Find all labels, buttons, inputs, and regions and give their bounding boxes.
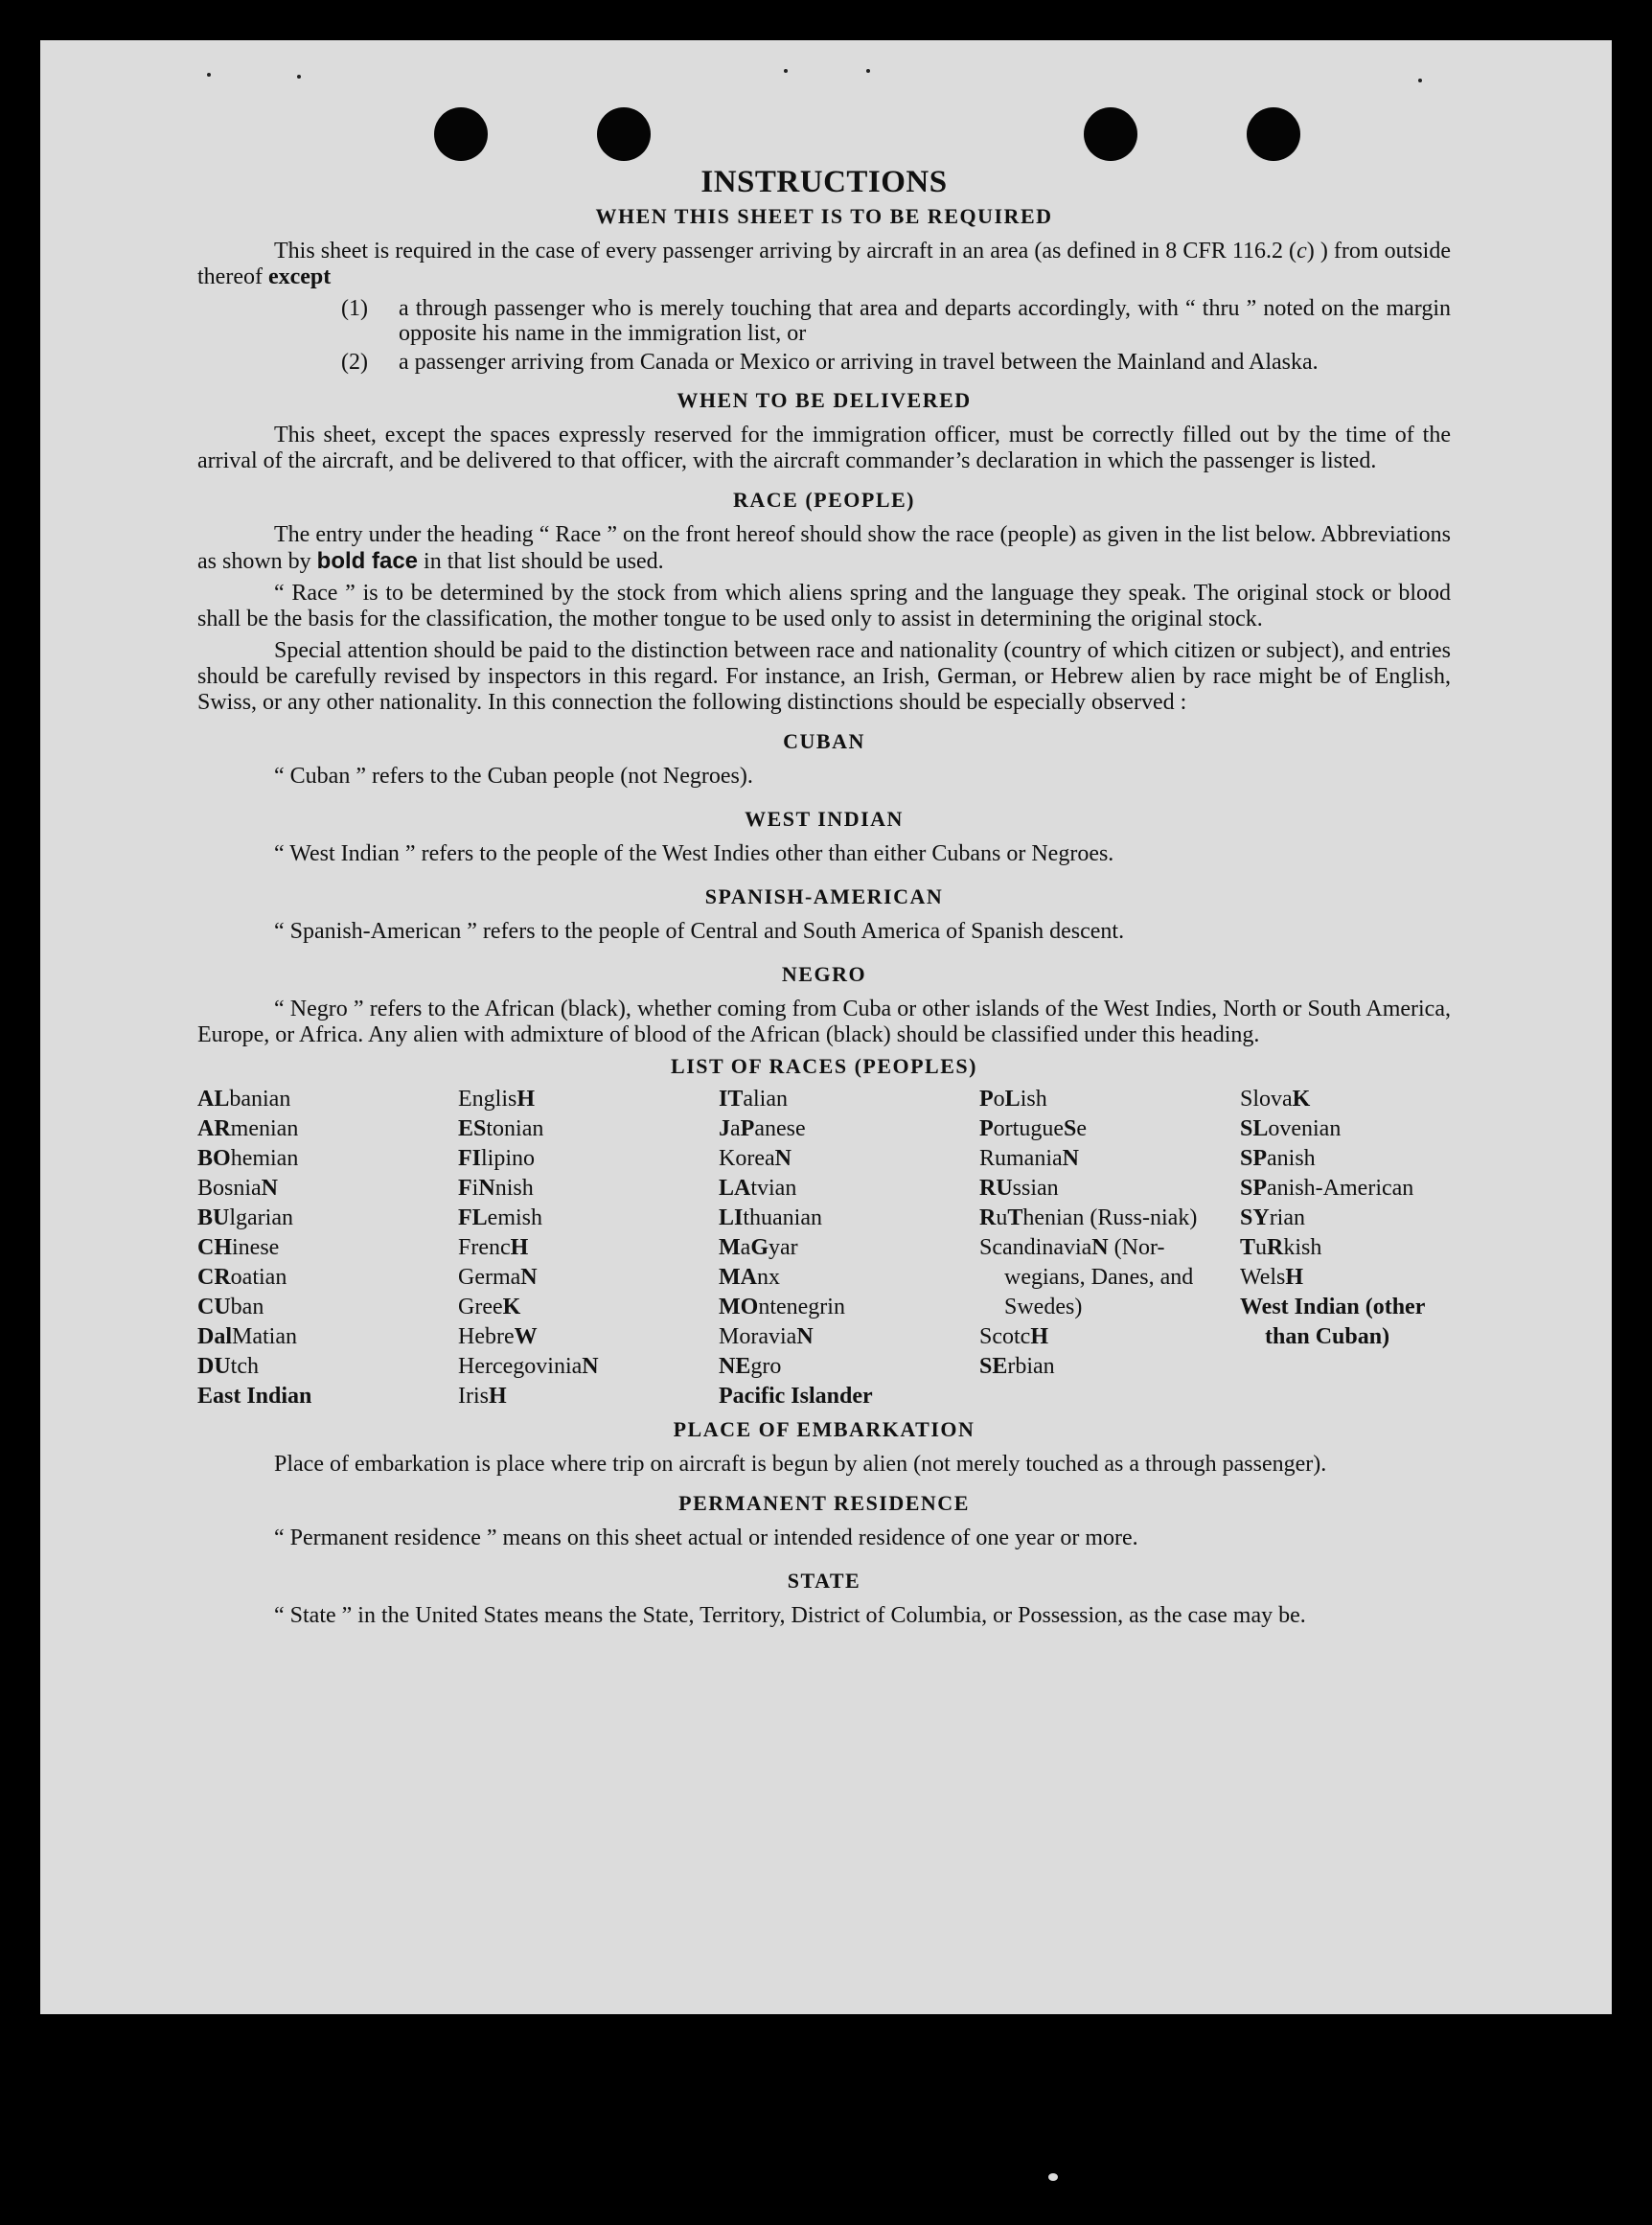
page-title: INSTRUCTIONS bbox=[700, 165, 948, 199]
race-paragraph: Special attention should be paid to the distinction between race and nationality (country of which citizen or subject), and entries should be carefully revised by inspectors in this regard. For instance, an Irish, German, or Hebrew alien by race might be of English, Swiss, or any other nationality. In this connection the following distinctions should be especially observed : bbox=[197, 638, 1451, 715]
section-heading-spanish-american: SPANISH-AMERICAN bbox=[704, 884, 944, 908]
race-entry: SYrian bbox=[1240, 1205, 1305, 1230]
race-bold-face: bold face bbox=[316, 548, 419, 574]
race-entry: GreeK bbox=[458, 1295, 521, 1319]
section-heading-embarkation: PLACE OF EMBARKATION bbox=[673, 1417, 975, 1441]
race-text: in that list should be used. bbox=[418, 549, 664, 574]
race-entry: LAtvian bbox=[719, 1176, 797, 1201]
item-number: (1) bbox=[341, 296, 368, 321]
section-heading-state: STATE bbox=[787, 1569, 861, 1593]
race-column bbox=[197, 1085, 458, 1411]
race-entry: SPanish bbox=[1240, 1146, 1316, 1171]
spanish-american-text: “ Spanish-American ” refers to the people of Central and South America of Spanish descent. bbox=[274, 919, 1125, 944]
race-entry: JaPanese bbox=[719, 1116, 806, 1141]
section-heading-residence: PERMANENT RESIDENCE bbox=[678, 1491, 970, 1515]
race-entry: FrencH bbox=[458, 1235, 529, 1260]
race-entry: CRoatian bbox=[197, 1265, 287, 1290]
speck bbox=[297, 75, 301, 79]
intro-text-italic: c bbox=[1296, 239, 1307, 264]
race-entry: NEgro bbox=[719, 1354, 782, 1379]
race-paragraph bbox=[197, 522, 1451, 575]
section-heading-race-list: LIST OF RACES (PEOPLES) bbox=[671, 1054, 977, 1078]
race-entry: BosniaN bbox=[197, 1176, 279, 1201]
section-heading-required: WHEN THIS SHEET IS TO BE REQUIRED bbox=[595, 204, 1053, 228]
document-sheet bbox=[40, 40, 1612, 2014]
negro-text: “ Negro ” refers to the African (black), whether coming from Cuba or other islands of the West Indies, North or South America, Europe, or Africa. Any alien with admixture of blood of the African (black) should be classified under this heading. bbox=[197, 997, 1451, 1047]
race-entry: ScotcH bbox=[979, 1324, 1048, 1349]
race-entry: FLemish bbox=[458, 1205, 542, 1230]
race-entry: RUssian bbox=[979, 1176, 1059, 1201]
race-column bbox=[719, 1085, 979, 1411]
race-column bbox=[979, 1085, 1240, 1411]
race-entry: Pacific Islander bbox=[719, 1384, 873, 1409]
race-entry: RumaniaN bbox=[979, 1146, 1079, 1171]
race-entry: GermaN bbox=[458, 1265, 538, 1290]
race-entry: ALbanian bbox=[197, 1087, 291, 1112]
race-entry: FiNnish bbox=[458, 1176, 534, 1201]
cuban-text: “ Cuban ” refers to the Cuban people (not Negroes). bbox=[274, 764, 753, 789]
race-list bbox=[197, 1085, 1451, 1411]
speck bbox=[866, 69, 870, 73]
race-entry: HercegoviniaN bbox=[458, 1354, 599, 1379]
race-entry: PoLish bbox=[979, 1087, 1047, 1112]
section-heading-west-indian: WEST INDIAN bbox=[745, 807, 904, 831]
item-text: a passenger arriving from Canada or Mexico or arriving in travel between the Mainland and Alaska. bbox=[399, 350, 1319, 375]
race-entry: LIthuanian bbox=[719, 1205, 822, 1230]
race-entry: HebreW bbox=[458, 1324, 538, 1349]
race-entry: RuThenian (Russ-niak) bbox=[979, 1205, 1198, 1230]
race-entry: IrisH bbox=[458, 1384, 507, 1409]
race-entry: BUlgarian bbox=[197, 1205, 293, 1230]
item-text: a through passenger who is merely touching that area and departs accordingly, with “ thru ” noted on the margin opposite his name in the immigration list, or bbox=[399, 296, 1451, 346]
section-heading-delivered: WHEN TO BE DELIVERED bbox=[677, 388, 972, 412]
race-entry: SPanish-American bbox=[1240, 1176, 1414, 1201]
race-entry: MAnx bbox=[719, 1265, 780, 1290]
race-paragraph: “ Race ” is to be determined by the stock from which aliens spring and the language they speak. The original stock or blood shall be the basis for the classification, the mother tongue to be used only to assist in determining the original stock. bbox=[197, 581, 1451, 631]
race-entry: SlovaK bbox=[1240, 1087, 1311, 1112]
race-entry: ITalian bbox=[719, 1087, 788, 1112]
punch-hole bbox=[1084, 107, 1137, 161]
race-entry: ScandinaviaN (Nor-wegians, Danes, and Swedes) bbox=[979, 1235, 1194, 1319]
embarkation-text: Place of embarkation is place where trip on aircraft is begun by alien (not merely touched as a through passenger). bbox=[274, 1452, 1327, 1477]
race-entry: BOhemian bbox=[197, 1146, 299, 1171]
speck bbox=[784, 69, 788, 73]
intro-text: ) ) from outside thereof bbox=[197, 239, 1451, 289]
west-indian-text: “ West Indian ” refers to the people of the West Indies other than either Cubans or Negroes. bbox=[274, 841, 1114, 866]
race-text: The entry under the heading “ Race ” on the front hereof should show the race (people) as given in the list below. Abbreviations as shown by bbox=[197, 522, 1451, 574]
speck bbox=[1048, 2173, 1058, 2181]
race-entry: CUban bbox=[197, 1295, 264, 1319]
list-item bbox=[197, 296, 1451, 346]
race-entry: MOntenegrin bbox=[719, 1295, 845, 1319]
instructions-content bbox=[197, 165, 1451, 1635]
race-entry: TuRkish bbox=[1240, 1235, 1322, 1260]
race-entry: SLovenian bbox=[1240, 1116, 1342, 1141]
punch-hole bbox=[597, 107, 651, 161]
speck bbox=[207, 73, 211, 77]
race-entry: WelsH bbox=[1240, 1265, 1304, 1290]
item-number: (2) bbox=[341, 350, 368, 375]
punch-hole bbox=[1247, 107, 1300, 161]
race-column bbox=[458, 1085, 719, 1411]
residence-text: “ Permanent residence ” means on this sheet actual or intended residence of one year or more. bbox=[274, 1525, 1138, 1550]
list-item bbox=[197, 350, 1451, 375]
race-entry: ARmenian bbox=[197, 1116, 299, 1141]
section-heading-negro: NEGRO bbox=[781, 962, 867, 986]
race-entry: DalMatian bbox=[197, 1324, 297, 1349]
race-entry: DUtch bbox=[197, 1354, 259, 1379]
required-intro bbox=[197, 239, 1451, 290]
race-entry: CHinese bbox=[197, 1235, 280, 1260]
state-text: “ State ” in the United States means the State, Territory, District of Columbia, or Possession, as the case may be. bbox=[274, 1603, 1306, 1628]
section-heading-cuban: CUBAN bbox=[783, 729, 865, 753]
intro-except: except bbox=[267, 264, 332, 289]
delivered-text: This sheet, except the spaces expressly reserved for the immigration officer, must be correctly filled out by the time of the arrival of the aircraft, and be delivered to that officer, with the aircraft commander’s declaration in which the passenger is listed. bbox=[197, 423, 1451, 473]
punch-hole bbox=[434, 107, 488, 161]
race-entry: EStonian bbox=[458, 1116, 544, 1141]
section-heading-race: RACE (PEOPLE) bbox=[733, 488, 915, 512]
race-entry: EnglisH bbox=[458, 1087, 536, 1112]
race-entry: West Indian (other than Cuban) bbox=[1240, 1295, 1425, 1349]
speck bbox=[1418, 79, 1422, 82]
race-entry: MoraviaN bbox=[719, 1324, 814, 1349]
race-entry: East Indian bbox=[197, 1384, 312, 1409]
race-column bbox=[1240, 1085, 1451, 1411]
intro-text: This sheet is required in the case of every passenger arriving by aircraft in an area (as defined in 8 CFR 116.2 ( bbox=[274, 239, 1297, 264]
race-entry: MaGyar bbox=[719, 1235, 798, 1260]
race-entry: KoreaN bbox=[719, 1146, 792, 1171]
race-entry: FIlipino bbox=[458, 1146, 536, 1171]
race-entry: SErbian bbox=[979, 1354, 1055, 1379]
race-entry: PortugueSe bbox=[979, 1116, 1087, 1141]
